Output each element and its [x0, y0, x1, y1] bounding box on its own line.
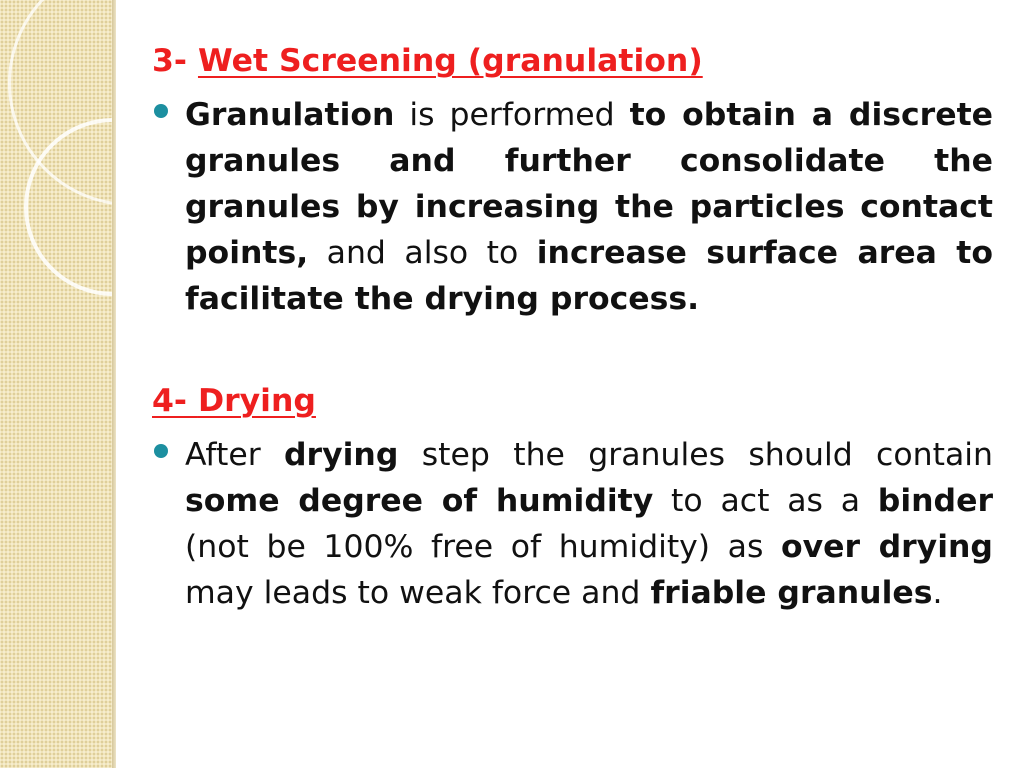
section-4-gap [187, 383, 198, 419]
bullet-run: (not be 100% free of humidity) as [185, 483, 1004, 565]
section-4-number: 4- [152, 383, 187, 419]
section-3-heading [152, 38, 993, 84]
decorative-sidebar [0, 0, 112, 768]
bullet-run: may leads to weak force and [185, 529, 1014, 611]
bullet-run: After [185, 437, 284, 473]
section-4-heading [152, 378, 993, 424]
section-4-title: Drying [197, 383, 316, 419]
bullet-run: to obtain a discrete granules and further consolidate the granules by increasing the particles contact points, [185, 97, 1004, 271]
section-spacer [152, 322, 993, 378]
bullet-run: and also to [308, 235, 537, 271]
bullet-run: binder [877, 483, 993, 519]
bullet-run: step the granules should contain [398, 437, 1003, 473]
bullet-run: . [932, 575, 943, 611]
bullet-run: friable granules [650, 575, 933, 611]
bullet-run: some degree of humidity [185, 483, 654, 519]
bullet-run: drying [284, 437, 399, 473]
sidebar-edge [112, 0, 116, 768]
bullet-run: is performed [394, 97, 630, 133]
section-3-bullet [152, 92, 1004, 322]
slide-content [152, 38, 1014, 616]
bullet-run: increase surface area to facilitate the drying process. [185, 235, 1004, 317]
bullet-run: over drying [780, 529, 993, 565]
bullet-run: Granulation [185, 97, 395, 133]
section-4-bullet [152, 432, 1014, 616]
section-3-title: Wet Screening (granulation) [197, 43, 703, 79]
section-3-number: 3- [152, 43, 187, 79]
bullet-run: to act as a [653, 483, 878, 519]
